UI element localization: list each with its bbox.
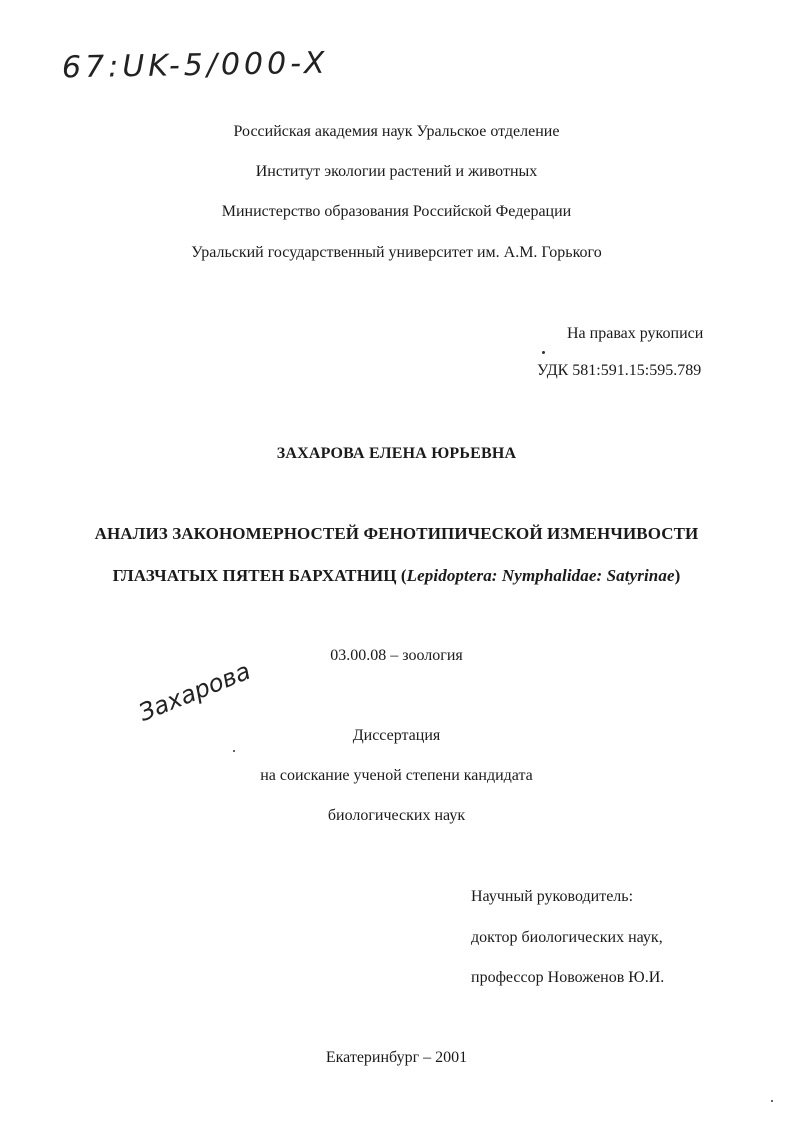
header-institute: Институт экологии растений и животных	[255, 163, 538, 180]
thesis-title-line2-prefix: ГЛАЗЧАТЫХ ПЯТЕН БАРХАТНИЦ (	[112, 566, 407, 585]
header-university: Уральский государственный университет им. А.М. Горького	[191, 244, 602, 261]
header-ministry: Министерство образования Российской Федерации	[221, 203, 572, 220]
supervisor-name: профессор Новоженов Ю.И.	[471, 969, 665, 986]
work-type: Диссертация	[352, 727, 441, 744]
thesis-title-line2-suffix: )	[674, 566, 681, 585]
specialty: 03.00.08 – зоология	[330, 647, 463, 664]
work-field: биологических наук	[327, 807, 466, 824]
supervisor-degree: доктор биологических наук,	[471, 929, 663, 946]
thesis-title-latin: Lepidoptera: Nymphalidae: Satyrinae	[406, 566, 675, 585]
supervisor-label: Научный руководитель:	[471, 888, 634, 905]
place-year: Екатеринбург – 2001	[325, 1049, 468, 1066]
header-academy: Российская академия наук Уральское отделение	[233, 123, 560, 140]
rights-note: На правах рукописи	[567, 325, 704, 342]
udc-code: УДК 581:591.15:595.789	[537, 362, 702, 379]
author-signature: Захарова	[134, 656, 255, 727]
archive-code: 67:UK-5/000-X	[61, 45, 329, 86]
scan-speck	[542, 351, 545, 354]
thesis-title-line2	[0, 565, 793, 587]
scan-speck	[233, 750, 235, 752]
scan-speck	[771, 1100, 773, 1102]
thesis-title-line1: АНАЛИЗ ЗАКОНОМЕРНОСТЕЙ ФЕНОТИПИЧЕСКОЙ ИЗМЕНЧИВОСТИ	[94, 524, 699, 543]
author-name: ЗАХАРОВА ЕЛЕНА ЮРЬЕВНА	[276, 445, 517, 462]
work-degree: на соискание ученой степени кандидата	[260, 767, 533, 784]
